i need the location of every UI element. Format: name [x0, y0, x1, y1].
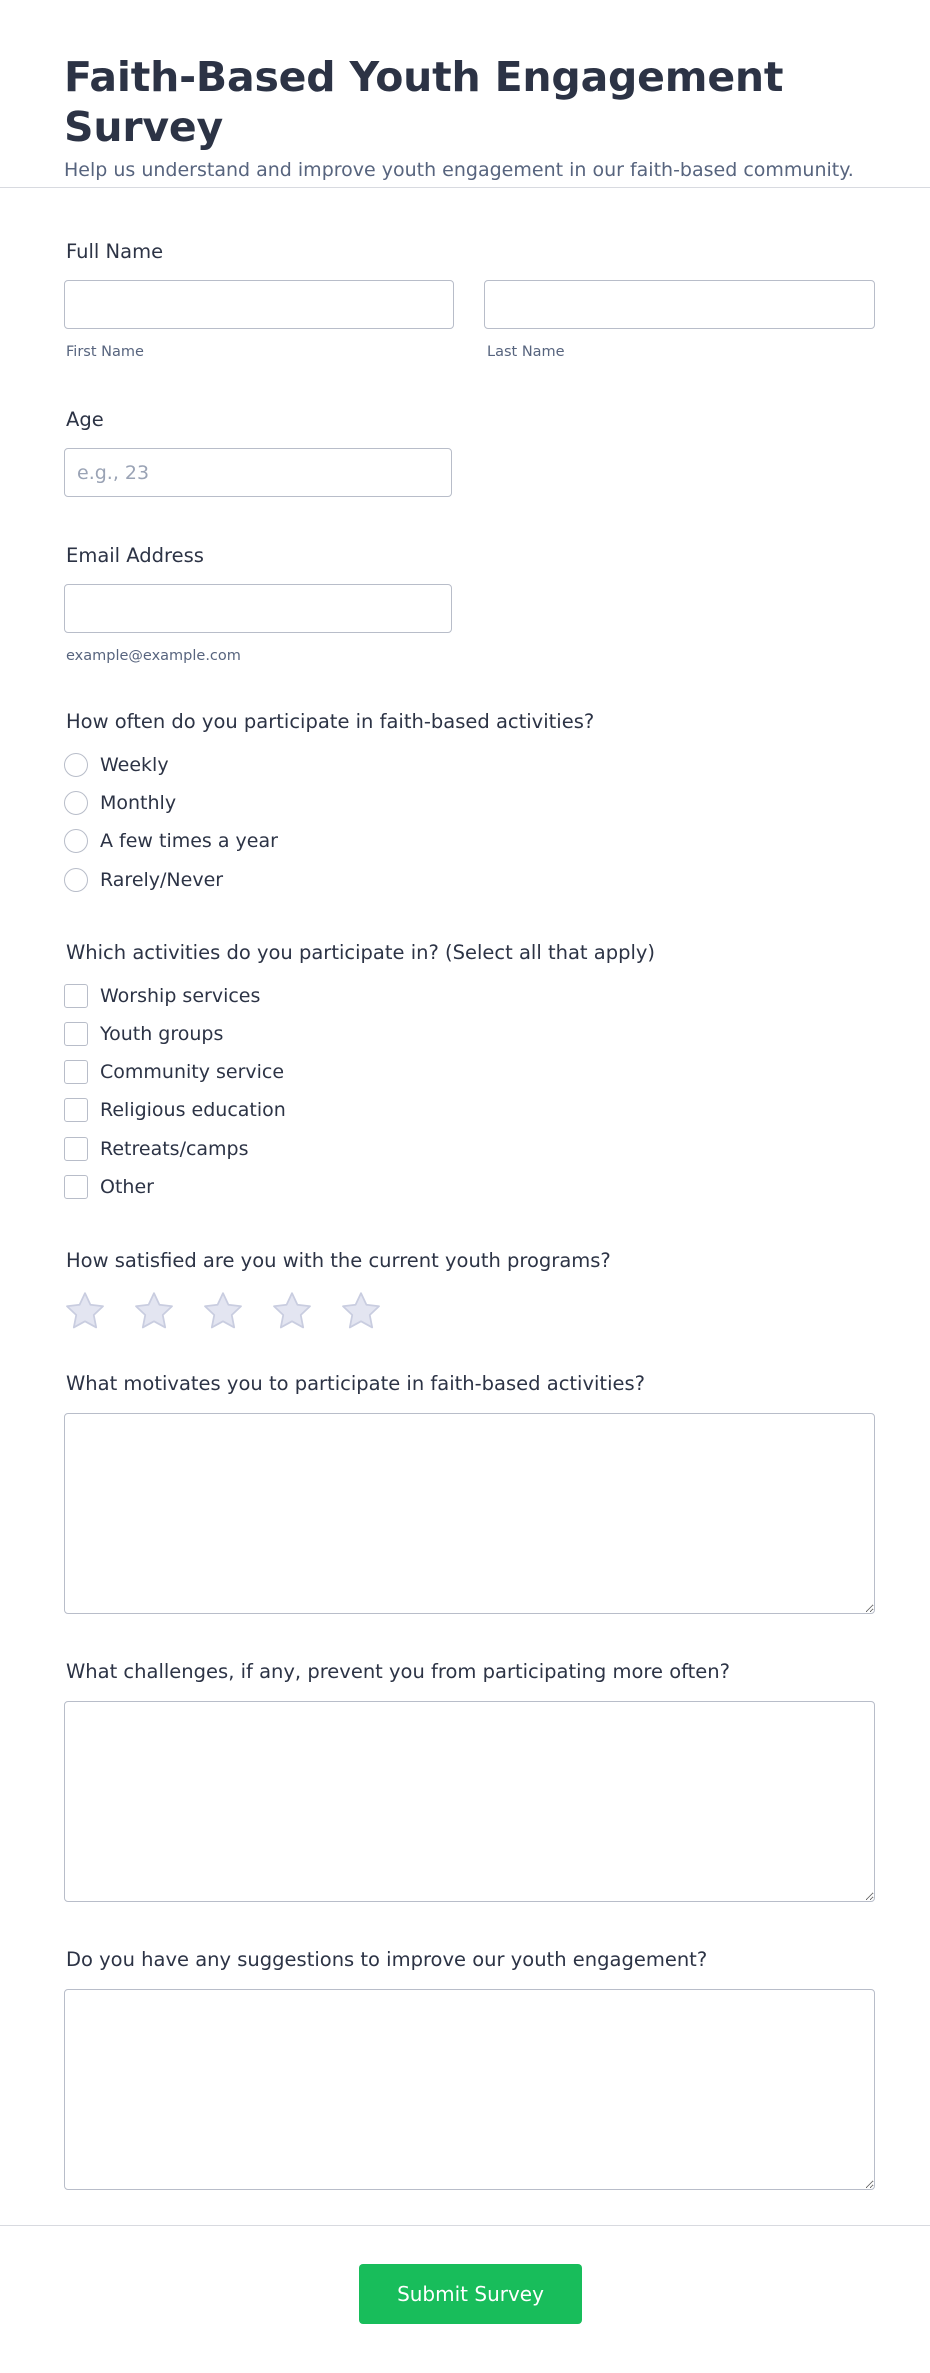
form-footer: [0, 2225, 930, 2373]
frequency-option-weekly[interactable]: [64, 752, 169, 778]
star-3-icon[interactable]: [201, 1290, 245, 1332]
last-name-input[interactable]: [484, 280, 875, 329]
activity-option-community-service[interactable]: [64, 1059, 284, 1085]
frequency-option-monthly[interactable]: [64, 790, 176, 816]
email-sublabel: example@example.com: [66, 648, 241, 664]
star-5-icon[interactable]: [339, 1290, 383, 1332]
option-label: Retreats/camps: [100, 1138, 249, 1160]
activity-option-worship[interactable]: [64, 983, 260, 1009]
frequency-option-few-times[interactable]: [64, 828, 278, 854]
challenges-label: What challenges, if any, prevent you from participating more often?: [66, 1660, 731, 1683]
age-input[interactable]: [64, 448, 452, 497]
full-name-label: Full Name: [66, 240, 164, 263]
checkbox[interactable]: [64, 1060, 88, 1084]
star-4-icon[interactable]: [270, 1290, 314, 1332]
form-header: [0, 0, 930, 188]
motivation-textarea[interactable]: [64, 1413, 875, 1614]
option-label: Monthly: [100, 792, 177, 814]
checkbox[interactable]: [64, 1098, 88, 1122]
checkbox[interactable]: [64, 1022, 88, 1046]
age-label: Age: [66, 408, 104, 431]
option-label: Youth groups: [100, 1023, 224, 1045]
motivation-label: What motivates you to participate in faith-based activities?: [66, 1372, 646, 1395]
activity-option-retreats[interactable]: [64, 1136, 249, 1162]
checkbox[interactable]: [64, 1137, 88, 1161]
suggestions-textarea[interactable]: [64, 1989, 875, 2190]
frequency-label: How often do you participate in faith-based activities?: [66, 710, 595, 733]
checkbox[interactable]: [64, 984, 88, 1008]
page-subtitle: Help us understand and improve youth engagement in our faith-based community.: [64, 159, 854, 181]
suggestions-label: Do you have any suggestions to improve our youth engagement?: [66, 1948, 708, 1971]
frequency-option-rarely[interactable]: [64, 867, 223, 893]
option-label: Worship services: [100, 985, 261, 1007]
satisfaction-label: How satisfied are you with the current youth programs?: [66, 1249, 611, 1272]
radio-button[interactable]: [64, 791, 88, 815]
activity-option-religious-education[interactable]: [64, 1097, 286, 1123]
radio-button[interactable]: [64, 868, 88, 892]
option-label: A few times a year: [100, 830, 278, 852]
activity-option-other[interactable]: [64, 1174, 154, 1200]
radio-button[interactable]: [64, 753, 88, 777]
option-label: Community service: [100, 1061, 285, 1083]
first-name-sublabel: First Name: [66, 344, 144, 360]
option-label: Religious education: [100, 1099, 286, 1121]
last-name-sublabel: Last Name: [487, 344, 565, 360]
option-label: Rarely/Never: [100, 869, 224, 891]
activity-option-youth-groups[interactable]: [64, 1021, 223, 1047]
checkbox[interactable]: [64, 1175, 88, 1199]
first-name-input[interactable]: [64, 280, 454, 329]
option-label: Other: [100, 1176, 154, 1198]
email-label: Email Address: [66, 544, 204, 567]
page-title: Faith-Based Youth Engagement Survey: [64, 53, 784, 151]
survey-form: [0, 188, 930, 2225]
option-label: Weekly: [100, 754, 169, 776]
activities-label: Which activities do you participate in? (Select all that apply): [66, 941, 656, 964]
star-1-icon[interactable]: [63, 1290, 107, 1332]
submit-button[interactable]: Submit Survey: [359, 2264, 582, 2324]
challenges-textarea[interactable]: [64, 1701, 875, 1902]
email-input[interactable]: [64, 584, 452, 633]
star-rating[interactable]: [63, 1290, 408, 1332]
star-2-icon[interactable]: [132, 1290, 176, 1332]
radio-button[interactable]: [64, 829, 88, 853]
